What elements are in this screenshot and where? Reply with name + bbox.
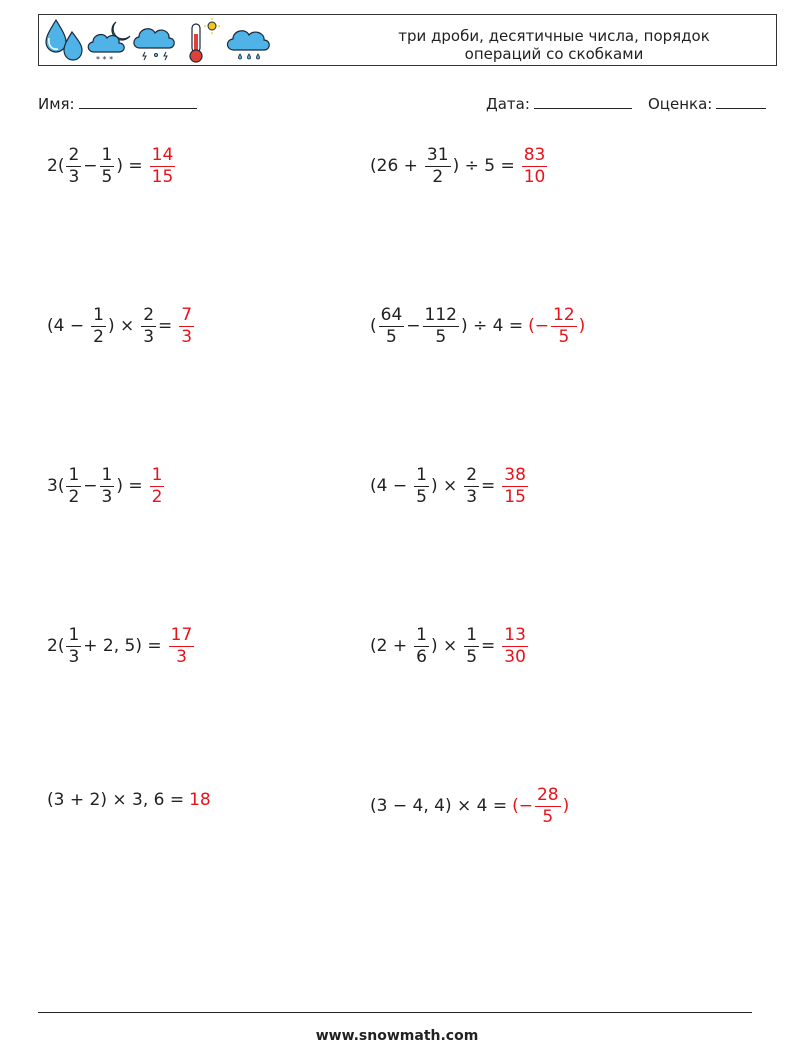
fraction: $\frac{2}{3}$ <box>68 145 80 187</box>
answer: $\frac{7}{3}$ <box>181 305 193 347</box>
answer: $\frac{12}{5}$ <box>553 305 575 347</box>
problem-2: (26 + $\frac{31}{2}$ ) ÷ 5 = $\frac{83}{10}$ <box>370 145 546 187</box>
problem-10: (3 − 4, 4) × 4 = (− $\frac{28}{5}$ ) <box>370 785 570 827</box>
fraction: $\frac{31}{2}$ <box>426 145 449 187</box>
fraction: $\frac{64}{5}$ <box>380 305 403 347</box>
grade-blank[interactable] <box>716 94 766 109</box>
thermometer-sun-icon <box>190 18 220 62</box>
cloud-thunder-rain-icon <box>134 29 174 60</box>
problem-7: 2( $\frac{1}{3}$ + 2, 5) = $\frac{17}{3}$ <box>47 625 193 667</box>
fraction: $\frac{112}{5}$ <box>424 305 457 347</box>
fraction: $\frac{2}{3}$ <box>466 465 478 507</box>
answer: $\frac{28}{5}$ <box>536 785 559 827</box>
raindrops-icon <box>46 20 82 60</box>
fraction: $\frac{2}{3}$ <box>143 305 155 347</box>
problem-5: 3( $\frac{1}{2}$ − $\frac{1}{3}$ ) = $\frac{1}{2}$ <box>47 465 163 507</box>
footer-url[interactable]: www.snowmath.com <box>315 1028 479 1044</box>
weather-icons-strip <box>44 18 274 64</box>
answer: $\frac{13}{30}$ <box>504 625 526 667</box>
fraction: $\frac{1}{3}$ <box>101 465 113 507</box>
title-line-2: операций со скобками <box>464 45 644 63</box>
footer-divider <box>38 1012 752 1013</box>
grade-field <box>648 94 766 113</box>
svg-text:* * *: * * * <box>96 55 114 64</box>
name-field <box>38 94 197 113</box>
problem-1: 2( $\frac{2}{3}$ − $\frac{1}{5}$ ) = $\frac{14}{15}$ <box>47 145 174 187</box>
fraction: $\frac{1}{3}$ <box>68 625 80 667</box>
problem-9: (3 + 2) × 3, 6 = 18 <box>47 790 211 810</box>
cloud-rain-icon <box>227 31 269 59</box>
fraction: $\frac{1}{2}$ <box>93 305 104 347</box>
fraction: $\frac{1}{5}$ <box>416 465 427 507</box>
worksheet-header <box>38 14 777 66</box>
answer: $\frac{1}{2}$ <box>151 465 163 507</box>
problem-8: (2 + $\frac{1}{6}$ ) × $\frac{1}{5}$ = $\frac{13}{30}$ <box>370 625 526 667</box>
name-blank[interactable] <box>79 94 197 109</box>
answer: $\frac{83}{10}$ <box>523 145 546 187</box>
name-label: Имя: <box>38 95 75 113</box>
problem-3: (4 − $\frac{1}{2}$ ) × $\frac{2}{3}$ = $\frac{7}{3}$ <box>47 305 193 347</box>
answer: $\frac{38}{15}$ <box>504 465 526 507</box>
date-blank[interactable] <box>534 94 632 109</box>
fraction: $\frac{1}{5}$ <box>101 145 113 187</box>
answer: $\frac{14}{15}$ <box>151 145 174 187</box>
night-cloud-snow-icon <box>88 22 130 64</box>
problem-6: (4 − $\frac{1}{5}$ ) × $\frac{2}{3}$ = $\frac{38}{15}$ <box>370 465 526 507</box>
title-line-1: три дроби, десятичные числа, порядок <box>398 27 710 45</box>
worksheet-title <box>354 27 754 63</box>
fraction: $\frac{1}{6}$ <box>416 625 427 667</box>
date-field <box>486 94 632 113</box>
answer: $\frac{17}{3}$ <box>170 625 193 667</box>
date-label: Дата: <box>486 95 530 113</box>
answer: 18 <box>189 790 211 810</box>
fraction: $\frac{1}{5}$ <box>466 625 478 667</box>
problem-4: ( $\frac{64}{5}$ − $\frac{112}{5}$ ) ÷ 4 = (− $\frac{12}{5}$ ) <box>370 305 586 347</box>
fraction: $\frac{1}{2}$ <box>68 465 80 507</box>
grade-label: Оценка: <box>648 95 713 113</box>
